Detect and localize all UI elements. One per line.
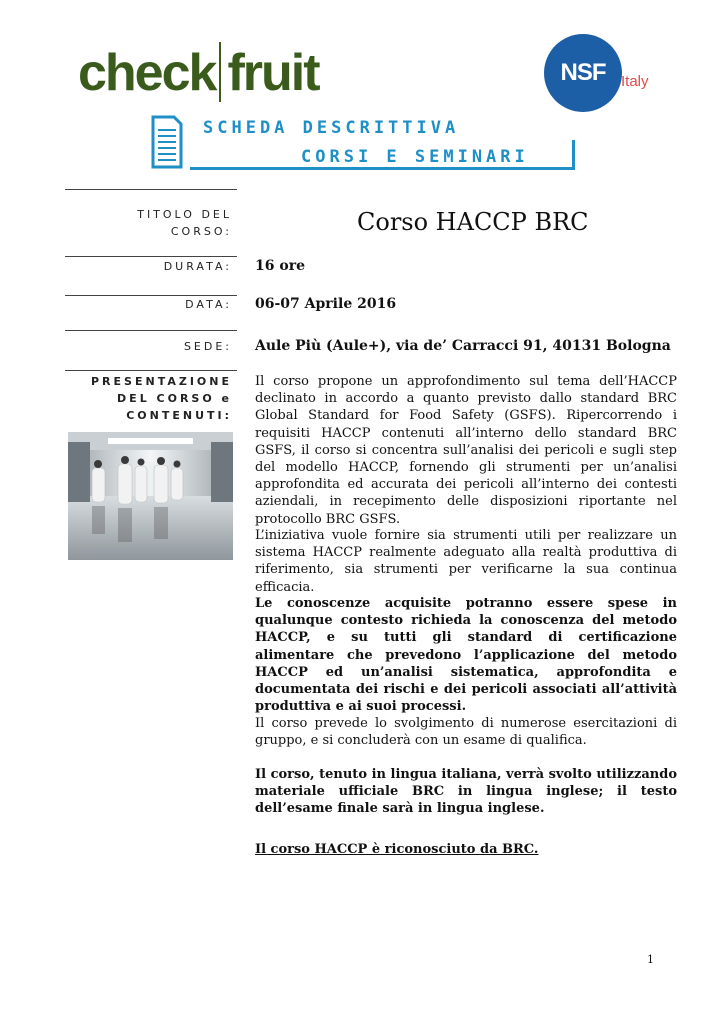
nsf-logo bbox=[544, 34, 622, 112]
page-number: 1 bbox=[647, 953, 654, 966]
banner-title-line1: SCHEDA DESCRITTIVA bbox=[203, 118, 460, 138]
nsf-logo-text: NSF bbox=[560, 59, 606, 86]
divider bbox=[65, 330, 237, 331]
paragraph-exercises: Il corso prevede lo svolgimento di numerose esercitazioni di gruppo, e si concluderà con un esame di qualifica. bbox=[255, 716, 677, 749]
corridor-photo bbox=[68, 432, 233, 560]
paragraph-intro: Il corso propone un approfondimento sul tema dell’HACCP declinato in accordo a quanto previsto dallo standard BRC Global Standard for Food Safety (GSFS). Ripercorrendo i requisiti HACCP contenuti all’interno dello standard BRC GSFS, il corso si concentra sull’analisi dei pericoli e sugli step del modello HACCP, fornendo gli strumenti per un’analisi approfondita ed accurata dei pericoli all’interno dei contesti aziendali, in recepimento delle disposizioni riportante nel protocollo BRC GSFS. bbox=[255, 374, 677, 527]
divider bbox=[65, 370, 237, 371]
duration-label: DURATA: bbox=[163, 260, 232, 273]
paragraph-objectives: L’iniziativa vuole fornire sia strumenti utili per realizzare un sistema HACCP realmente adeguato alla realtà produttiva di riferimento, sia strumenti per verificarne la sua continua efficacia. bbox=[255, 528, 677, 595]
logo-part-fruit: fruit bbox=[227, 44, 319, 102]
nsf-country-label: Italy bbox=[621, 73, 649, 90]
logo-separator bbox=[219, 42, 221, 102]
divider bbox=[65, 256, 237, 257]
divider bbox=[65, 189, 237, 190]
title-label: TITOLO DEL CORSO: bbox=[137, 208, 232, 238]
brc-recognition-note: Il corso HACCP è riconosciuto da BRC. bbox=[255, 842, 539, 857]
checkfruit-logo bbox=[78, 40, 319, 106]
paragraph-knowledge: Le conoscenze acquisite potranno essere spese in qualunque contesto richieda la conoscenza del metodo HACCP, e su tutti gli standard di certificazione alimentare che prevedono l’applicazione del metodo HACCP ed un’analisi sistematica, approfondita e documentata dei rischi e dei pericoli associati all’attività produttiva e ai suoi processi. bbox=[255, 596, 677, 715]
logo-part-check: check bbox=[78, 44, 216, 102]
date-value: 06-07 Aprile 2016 bbox=[255, 296, 397, 312]
banner-title-line2: CORSI E SEMINARI bbox=[301, 147, 529, 167]
course-title: Corso HACCP BRC bbox=[357, 208, 589, 236]
duration-value: 16 ore bbox=[255, 258, 305, 274]
presentation-label: PRESENTAZIONE DEL CORSO e CONTENUTI: bbox=[91, 375, 232, 422]
date-label: DATA: bbox=[185, 298, 232, 311]
venue-label: SEDE: bbox=[183, 340, 232, 353]
venue-value: Aule Più (Aule+), via de’ Carracci 91, 40131 Bologna bbox=[255, 338, 671, 354]
paragraph-language: Il corso, tenuto in lingua italiana, verrà svolto utilizzando materiale ufficiale BRC in lingua inglese; il testo dell’esame finale sarà in lingua inglese. bbox=[255, 767, 677, 817]
document-icon bbox=[150, 114, 184, 170]
